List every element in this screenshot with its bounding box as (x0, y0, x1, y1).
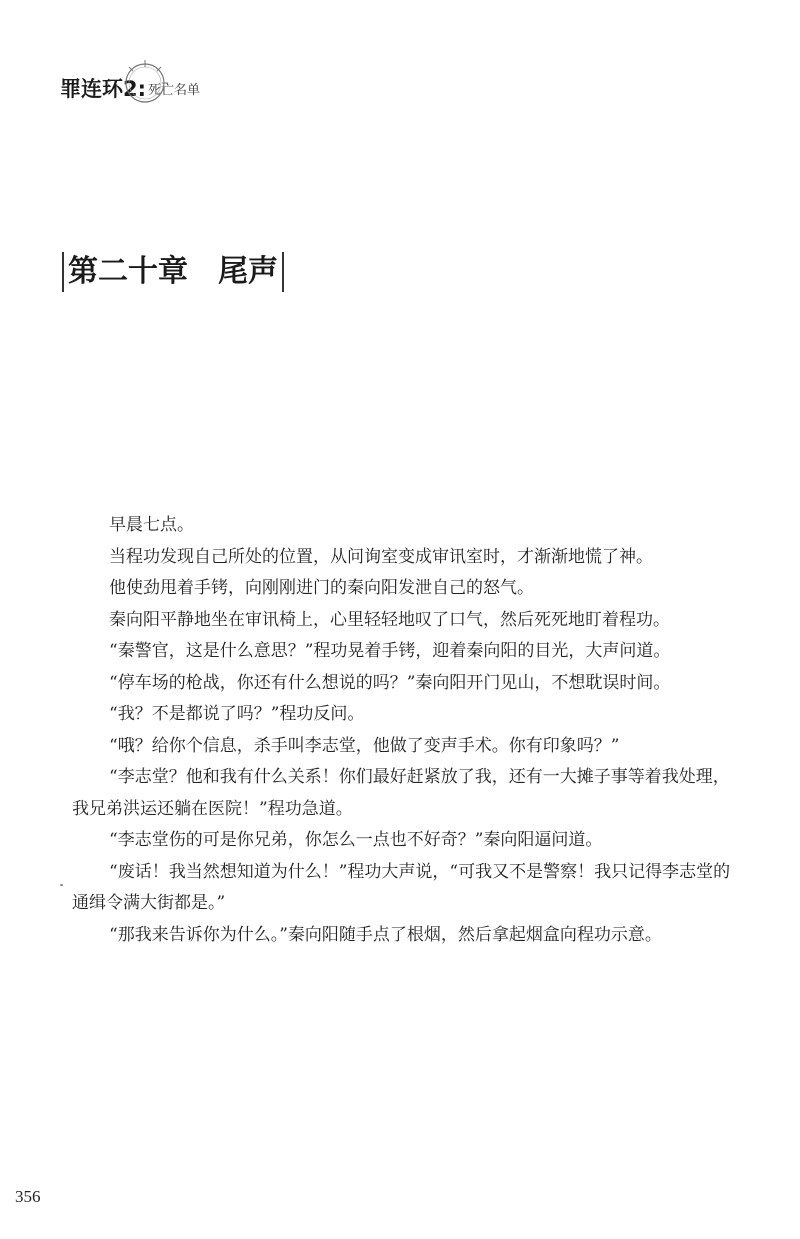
paragraph: 早晨七点。 (109, 515, 194, 535)
paragraph: “废话！我当然想知道为什么！”程功大声说，“可我又不是警察！我只记得李志堂的通缉令满大街都是。” (72, 861, 731, 913)
paragraph: “我？不是都说了吗？”程功反问。 (109, 704, 365, 724)
logo-circle-icon (120, 58, 170, 108)
book-logo (60, 76, 146, 102)
running-header (60, 62, 200, 102)
paragraph: “李志堂伤的可是你兄弟，你怎么一点也不好奇？”秦向阳逼问道。 (109, 830, 603, 850)
paragraph: “哦？给你个信息，杀手叫李志堂，他做了变声手术。你有印象吗？” (109, 735, 620, 756)
paragraph: 当程功发现自己所处的位置，从问询室变成审讯室时，才渐渐地慌了神。 (109, 546, 653, 567)
body-text (72, 510, 732, 951)
paragraph: 秦向阳平静地坐在审讯椅上，心里轻轻地叹了口气，然后死死地盯着程功。 (109, 609, 670, 630)
paragraph: 他使劲甩着手铐，向刚刚进门的秦向阳发泄自己的怒气。 (109, 578, 534, 598)
paragraph: “那我来告诉你为什么。”秦向阳随手点了根烟，然后拿起烟盒向程功示意。 (109, 924, 662, 945)
chapter-right-bar (282, 252, 284, 292)
paragraph: “秦警官，这是什么意思？”程功晃着手铐，迎着秦向阳的目光，大声问道。 (109, 641, 671, 661)
paragraph: “停车场的枪战，你还有什么想说的吗？”秦向阳开门见山，不想耽误时间。 (109, 672, 671, 693)
book-title: 罪连环2: (60, 77, 147, 101)
paragraph: “李志堂？他和我有什么关系！你们最好赶紧放了我，还有一大摊子事等着我处理，我兄弟洪运还躺在医院！”程功急道。 (72, 767, 730, 819)
book-subtitle: 死亡名单 (148, 83, 201, 98)
chapter-heading (62, 250, 284, 294)
scan-speck (60, 884, 63, 886)
chapter-title: 第二十章 尾声 (68, 254, 278, 289)
page-number: 356 (15, 1187, 41, 1206)
